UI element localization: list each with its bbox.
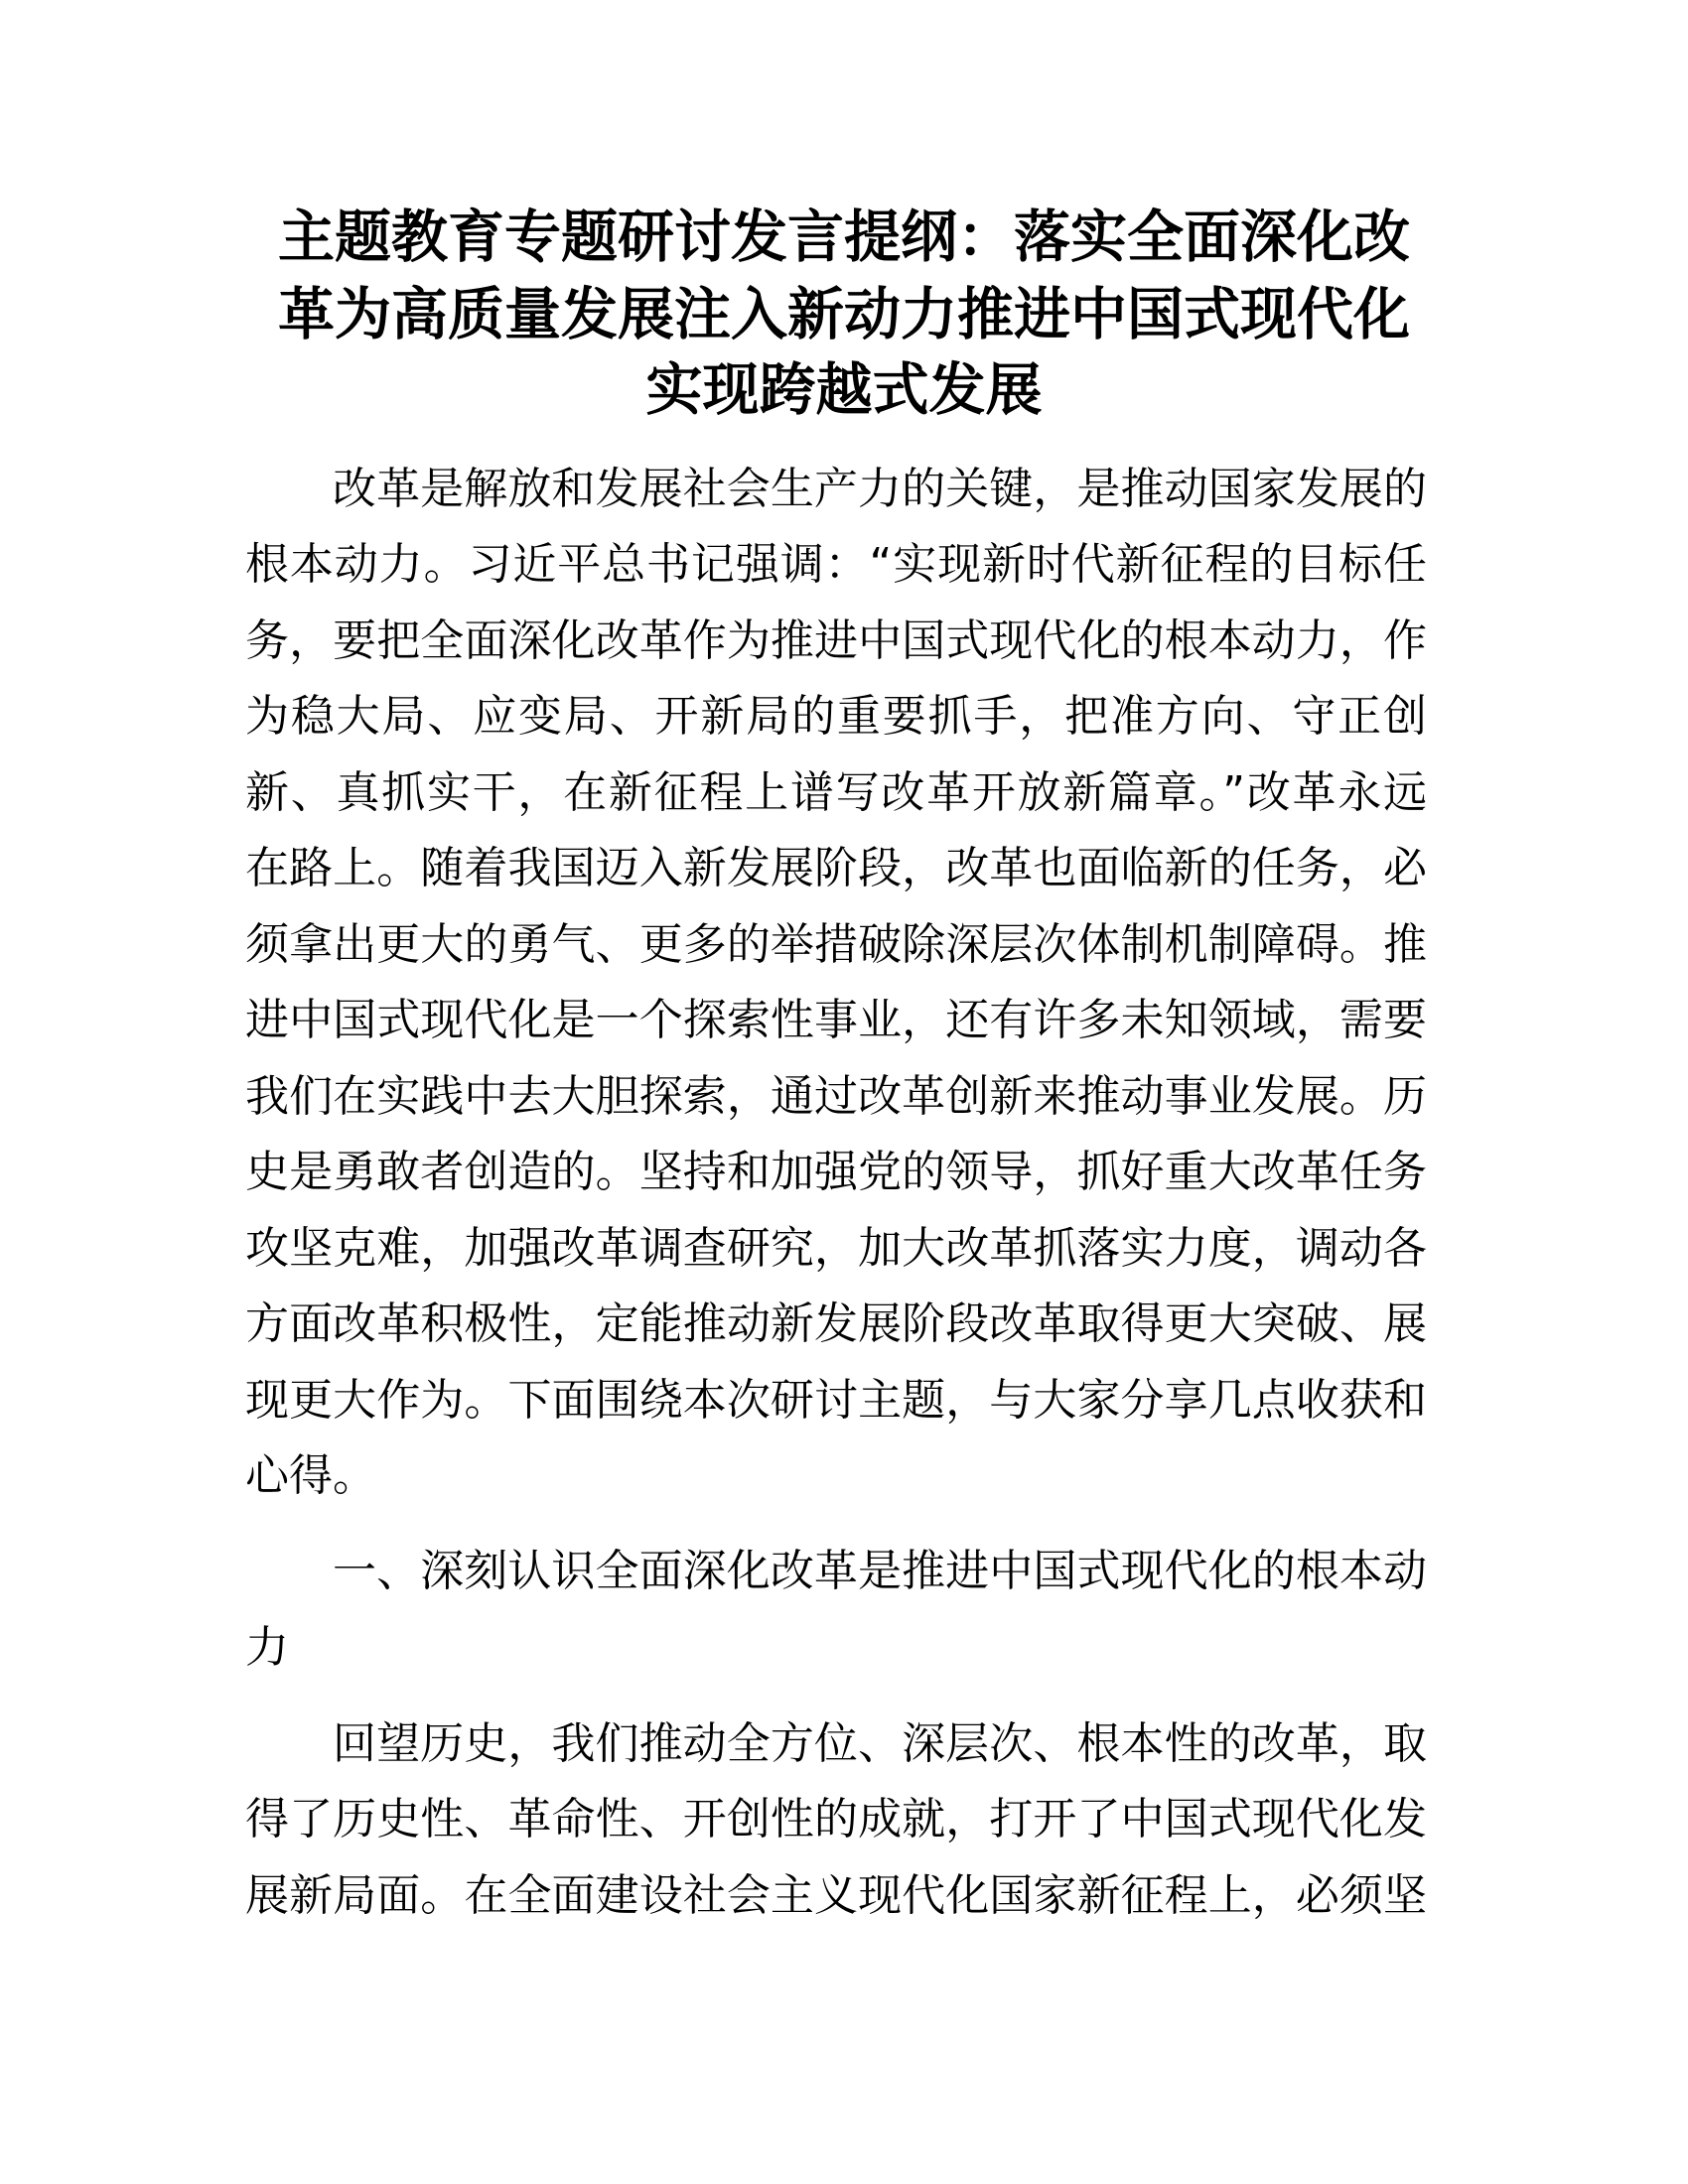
text-line: 务，要把全面深化改革作为推进中国式现代化的根本动力，作	[245, 615, 1427, 666]
text-line: 心得。	[245, 1450, 376, 1501]
text-line: 得了历史性、革命性、开创性的成就，打开了中国式现代化发	[245, 1794, 1427, 1844]
text-line: 新、真抓实干，在新征程上谱写改革开放新篇章。”改革永远	[245, 767, 1427, 818]
title-line: 主题教育专题研讨发言提纲：落实全面深化改	[278, 205, 1410, 270]
heading-line: 一、深刻认识全面深化改革是推进中国式现代化的根本动	[333, 1546, 1427, 1596]
text-line: 展新局面。在全面建设社会主义现代化国家新征程上，必须坚	[245, 1870, 1427, 1921]
title-line: 实现跨越式发展	[645, 357, 1043, 423]
text-line: 进中国式现代化是一个探索性事业，还有许多未知领域，需要	[245, 995, 1427, 1045]
text-line: 为稳大局、应变局、开新局的重要抓手，把准方向、守正创	[245, 691, 1427, 742]
text-line: 须拿出更大的勇气、更多的举措破除深层次体制机制障碍。推	[245, 919, 1427, 970]
heading-line: 力	[245, 1622, 289, 1673]
text-line: 改革是解放和发展社会生产力的关键，是推动国家发展的	[333, 464, 1427, 514]
text-line: 我们在实践中去大胆探索，通过改革创新来推动事业发展。历	[245, 1071, 1427, 1122]
title-line: 革为高质量发展注入新动力推进中国式现代化	[278, 282, 1410, 347]
text-line: 史是勇敢者创造的。坚持和加强党的领导，抓好重大改革任务	[245, 1147, 1427, 1197]
text-line: 在路上。随着我国迈入新发展阶段，改革也面临新的任务，必	[245, 843, 1427, 893]
text-line: 根本动力。习近平总书记强调：“实现新时代新征程的目标任	[245, 539, 1427, 590]
text-line: 攻坚克难，加强改革调查研究，加大改革抓落实力度，调动各	[245, 1223, 1427, 1274]
text-line: 现更大作为。下面围绕本次研讨主题，与大家分享几点收获和	[245, 1375, 1427, 1426]
text-line: 方面改革积极性，定能推动新发展阶段改革取得更大突破、展	[245, 1298, 1427, 1349]
text-line: 回望历史，我们推动全方位、深层次、根本性的改革，取	[333, 1718, 1427, 1769]
